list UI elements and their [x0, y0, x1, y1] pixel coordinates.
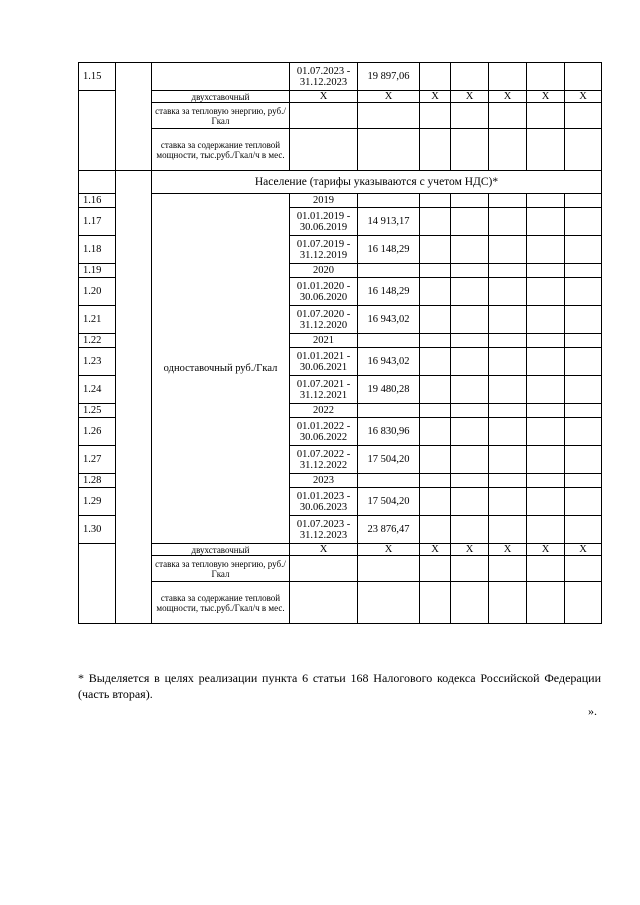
empty-cell: [451, 516, 489, 544]
table-row: [79, 91, 602, 103]
empty-cell: [420, 556, 451, 582]
footnote: * Выделяется в целях реализации пункта 6 статьи 168 Налогового кодекса Российской Федерации (часть вторая).: [78, 671, 601, 701]
period-cell: 01.07.2021 - 31.12.2021: [290, 376, 358, 404]
empty-cell: [527, 264, 565, 278]
x-mark: X: [527, 91, 565, 103]
empty-cell: [527, 103, 565, 129]
empty-cell: [420, 474, 451, 488]
period-cell: 01.07.2023 - 31.12.2023: [290, 516, 358, 544]
row-number: 1.17: [79, 208, 116, 236]
value-cell: 14 913,17: [358, 208, 420, 236]
heat-energy-rate-label: ставка за тепловую энергию, руб./Гкал: [152, 103, 290, 129]
empty-cell: [489, 474, 527, 488]
value-cell: [358, 474, 420, 488]
x-mark: X: [489, 91, 527, 103]
row-number: 1.23: [79, 348, 116, 376]
row-number: 1.29: [79, 488, 116, 516]
empty-cell: [565, 582, 602, 624]
period-cell: 2021: [290, 334, 358, 348]
empty-cell: [489, 278, 527, 306]
empty-cell: [565, 474, 602, 488]
closing-quote-mark: ».: [588, 704, 597, 718]
table-row: [79, 544, 602, 556]
empty-cell: [451, 488, 489, 516]
row-number: 1.25: [79, 404, 116, 418]
empty-cell: [565, 278, 602, 306]
empty-cell: [420, 488, 451, 516]
period-cell: 2022: [290, 404, 358, 418]
empty-cell: [451, 582, 489, 624]
empty-cell: [489, 582, 527, 624]
x-mark: X: [290, 544, 358, 556]
row-number: 1.24: [79, 376, 116, 404]
period-cell: 2019: [290, 194, 358, 208]
empty-cell: [451, 264, 489, 278]
empty-cell: [290, 103, 358, 129]
value-cell: 16 943,02: [358, 348, 420, 376]
empty-cell: [565, 103, 602, 129]
empty-cell: [420, 334, 451, 348]
row-number: 1.19: [79, 264, 116, 278]
row-number: 1.26: [79, 418, 116, 446]
row-number: 1.21: [79, 306, 116, 334]
value-cell: 16 148,29: [358, 236, 420, 264]
row-number: 1.16: [79, 194, 116, 208]
empty-cell: [565, 446, 602, 474]
empty-cell: [527, 376, 565, 404]
empty-cell: [290, 582, 358, 624]
empty-cell: [489, 236, 527, 264]
empty-cell: [489, 129, 527, 171]
empty-cell: [451, 348, 489, 376]
empty-cell: [489, 103, 527, 129]
empty-cell: [358, 582, 420, 624]
empty-cell: [451, 334, 489, 348]
empty-cell: [565, 306, 602, 334]
empty-cell: [420, 376, 451, 404]
empty-cell: [527, 474, 565, 488]
period-cell: 01.01.2020 - 30.06.2020: [290, 278, 358, 306]
empty-cell: [451, 446, 489, 474]
empty-cell: [489, 264, 527, 278]
empty-cell: [527, 556, 565, 582]
row-number: 1.22: [79, 334, 116, 348]
period-cell: 01.07.2019 - 31.12.2019: [290, 236, 358, 264]
empty-cell: [565, 194, 602, 208]
empty-cell: [489, 488, 527, 516]
empty-cell: [527, 488, 565, 516]
empty-cell: [489, 404, 527, 418]
value-cell: 19 480,28: [358, 376, 420, 404]
empty-cell: [420, 208, 451, 236]
period-cell: 01.01.2019 - 30.06.2019: [290, 208, 358, 236]
empty-cell: [79, 171, 116, 194]
empty-cell: [451, 306, 489, 334]
table-row: [79, 582, 602, 624]
empty-cell: [420, 418, 451, 446]
empty-cell: [420, 278, 451, 306]
empty-cell: [527, 334, 565, 348]
x-mark: X: [420, 91, 451, 103]
row-number: 1.15: [79, 63, 116, 91]
empty-cell: [451, 418, 489, 446]
empty-cell: [527, 129, 565, 171]
table-row: [79, 556, 602, 582]
empty-cell: [527, 236, 565, 264]
empty-cell: [527, 516, 565, 544]
empty-cell: [79, 544, 116, 624]
empty-cell: [565, 348, 602, 376]
empty-cell: [451, 376, 489, 404]
empty-cell: [420, 103, 451, 129]
empty-cell: [565, 63, 602, 91]
empty-cell: [420, 516, 451, 544]
empty-cell: [420, 446, 451, 474]
value-cell: [358, 404, 420, 418]
period-cell: 01.01.2023 - 30.06.2023: [290, 488, 358, 516]
empty-cell: [420, 348, 451, 376]
capacity-rate-label: ставка за содержание тепловой мощности, тыс.руб./Гкал/ч в мес.: [152, 582, 290, 624]
empty-cell: [565, 404, 602, 418]
empty-cell: [116, 63, 152, 171]
x-mark: X: [358, 91, 420, 103]
period-cell: 01.07.2023 - 31.12.2023: [290, 63, 358, 91]
single-rate-label: одноставочный руб./Гкал: [152, 194, 290, 544]
empty-cell: [420, 404, 451, 418]
table-row: [79, 129, 602, 171]
empty-cell: [290, 129, 358, 171]
value-cell: [358, 264, 420, 278]
x-mark: X: [527, 544, 565, 556]
empty-cell: [451, 103, 489, 129]
empty-cell: [489, 418, 527, 446]
value-cell: [358, 334, 420, 348]
value-cell: 16 148,29: [358, 278, 420, 306]
two-part-label: двухставочный: [152, 544, 290, 556]
period-cell: 01.01.2022 - 30.06.2022: [290, 418, 358, 446]
row-number: 1.20: [79, 278, 116, 306]
x-mark: X: [290, 91, 358, 103]
empty-cell: [420, 194, 451, 208]
period-cell: 01.01.2021 - 30.06.2021: [290, 348, 358, 376]
value-cell: 16 830,96: [358, 418, 420, 446]
empty-cell: [489, 446, 527, 474]
empty-cell: [489, 376, 527, 404]
value-cell: [358, 194, 420, 208]
period-cell: 01.07.2020 - 31.12.2020: [290, 306, 358, 334]
empty-cell: [451, 404, 489, 418]
empty-cell: [420, 129, 451, 171]
x-mark: X: [358, 544, 420, 556]
empty-cell: [527, 582, 565, 624]
empty-cell: [116, 171, 152, 624]
empty-cell: [565, 488, 602, 516]
empty-cell: [420, 236, 451, 264]
x-mark: X: [489, 544, 527, 556]
empty-cell: [451, 129, 489, 171]
x-mark: X: [565, 544, 602, 556]
capacity-rate-label: ставка за содержание тепловой мощности, тыс.руб./Гкал/ч в мес.: [152, 129, 290, 171]
value-cell: 16 943,02: [358, 306, 420, 334]
empty-cell: [565, 334, 602, 348]
empty-cell: [451, 208, 489, 236]
empty-cell: [420, 582, 451, 624]
empty-cell: [565, 236, 602, 264]
empty-cell: [527, 418, 565, 446]
empty-cell: [420, 264, 451, 278]
x-mark: X: [451, 91, 489, 103]
empty-cell: [527, 194, 565, 208]
empty-cell: [527, 404, 565, 418]
empty-cell: [290, 556, 358, 582]
empty-cell: [489, 63, 527, 91]
empty-cell: [451, 236, 489, 264]
empty-cell: [565, 516, 602, 544]
empty-cell: [489, 208, 527, 236]
empty-cell: [152, 63, 290, 91]
table-row: [79, 194, 602, 208]
empty-cell: [565, 129, 602, 171]
row-number: 1.27: [79, 446, 116, 474]
empty-cell: [358, 103, 420, 129]
empty-cell: [527, 278, 565, 306]
empty-cell: [565, 264, 602, 278]
empty-cell: [451, 474, 489, 488]
empty-cell: [451, 194, 489, 208]
x-mark: X: [420, 544, 451, 556]
empty-cell: [527, 208, 565, 236]
empty-cell: [489, 348, 527, 376]
empty-cell: [489, 194, 527, 208]
row-number: 1.30: [79, 516, 116, 544]
empty-cell: [420, 306, 451, 334]
empty-cell: [358, 556, 420, 582]
value-cell: 17 504,20: [358, 446, 420, 474]
empty-cell: [489, 516, 527, 544]
value-cell: 17 504,20: [358, 488, 420, 516]
tariff-table: [78, 62, 602, 624]
two-part-label: двухставочный: [152, 91, 290, 103]
empty-cell: [565, 376, 602, 404]
table-row: [79, 103, 602, 129]
empty-cell: [565, 556, 602, 582]
section-row: [79, 171, 602, 194]
empty-cell: [451, 63, 489, 91]
value-cell: 19 897,06: [358, 63, 420, 91]
empty-cell: [527, 446, 565, 474]
empty-cell: [489, 306, 527, 334]
value-cell: 23 876,47: [358, 516, 420, 544]
row-number: 1.18: [79, 236, 116, 264]
section-title: Население (тарифы указываются с учетом НДС)*: [152, 171, 602, 194]
empty-cell: [451, 556, 489, 582]
empty-cell: [565, 418, 602, 446]
period-cell: 2020: [290, 264, 358, 278]
empty-cell: [489, 556, 527, 582]
heat-energy-rate-label: ставка за тепловую энергию, руб./Гкал: [152, 556, 290, 582]
empty-cell: [489, 334, 527, 348]
empty-cell: [451, 278, 489, 306]
empty-cell: [565, 208, 602, 236]
period-cell: 2023: [290, 474, 358, 488]
x-mark: X: [565, 91, 602, 103]
empty-cell: [527, 306, 565, 334]
empty-cell: [358, 129, 420, 171]
table-row: [79, 63, 602, 91]
empty-cell: [527, 348, 565, 376]
period-cell: 01.07.2022 - 31.12.2022: [290, 446, 358, 474]
row-number: 1.28: [79, 474, 116, 488]
empty-cell: [420, 63, 451, 91]
empty-cell: [79, 91, 116, 171]
x-mark: X: [451, 544, 489, 556]
empty-cell: [527, 63, 565, 91]
